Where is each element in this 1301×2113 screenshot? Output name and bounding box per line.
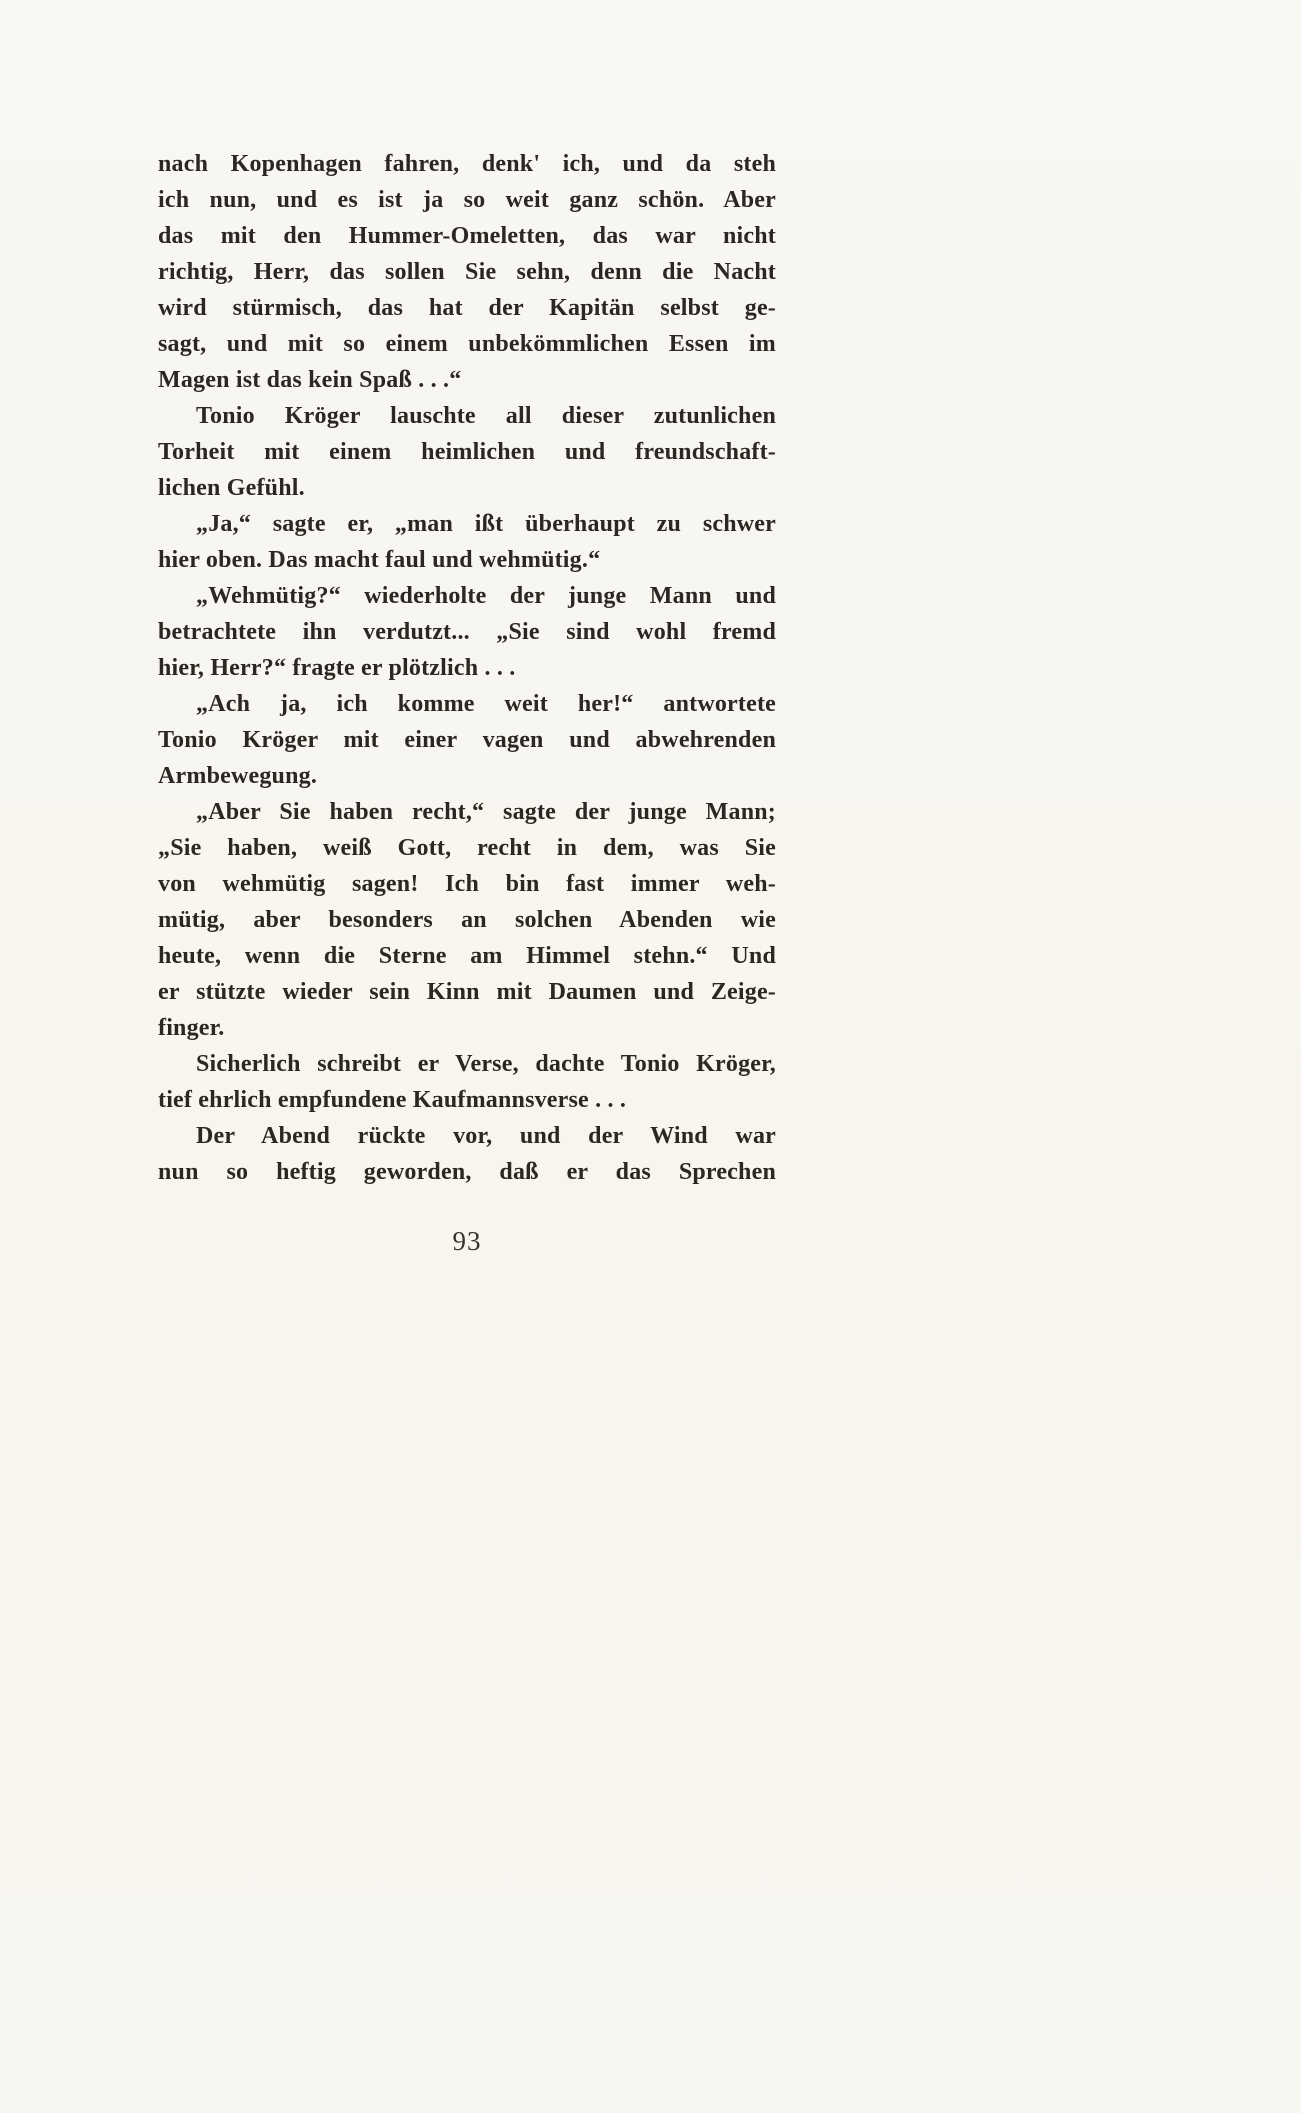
text-line: „Sie haben, weiß Gott, recht in dem, was Sie: [158, 835, 776, 861]
text-line: er stützte wieder sein Kinn mit Daumen und Zeige-: [158, 979, 776, 1005]
text-line: lichen Gefühl.: [158, 475, 305, 501]
text-line: mütig, aber besonders an solchen Abenden wie: [158, 907, 776, 933]
text-line: von wehmütig sagen! Ich bin fast immer weh-: [158, 871, 776, 897]
text-line: nach Kopenhagen fahren, denk' ich, und da steh: [158, 151, 776, 177]
text-line: wird stürmisch, das hat der Kapitän selbst ge-: [158, 295, 776, 321]
text-line: Armbewegung.: [158, 763, 318, 789]
text-line: „Ja,“ sagte er, „man ißt überhaupt zu schwer: [196, 511, 776, 537]
text-line: hier oben. Das macht faul und wehmütig.“: [158, 547, 601, 573]
text-line: tief ehrlich empfundene Kaufmannsverse . . .: [158, 1087, 627, 1113]
text-line: hier, Herr?“ fragte er plötzlich . . .: [158, 655, 516, 681]
paragraph: [158, 506, 776, 578]
text-line: „Aber Sie haben recht,“ sagte der junge Mann;: [196, 799, 776, 825]
text-line: Sicherlich schreibt er Verse, dachte Tonio Kröger,: [196, 1051, 776, 1077]
text-line: betrachtete ihn verdutzt... „Sie sind wohl fremd: [158, 619, 776, 645]
paragraph: [158, 398, 776, 506]
paragraph: [158, 1046, 776, 1118]
text-line: das mit den Hummer-Omeletten, das war nicht: [158, 223, 776, 249]
text-line: „Wehmütig?“ wiederholte der junge Mann und: [196, 583, 776, 609]
text-line: heute, wenn die Sterne am Himmel stehn.“ Und: [158, 943, 776, 969]
text-line: Torheit mit einem heimlichen und freundschaft-: [158, 439, 776, 465]
paragraph: [158, 686, 776, 794]
text-line: Magen ist das kein Spaß . . .“: [158, 367, 462, 393]
paragraph: [158, 794, 776, 1046]
paragraph: [158, 146, 776, 398]
paragraph: [158, 578, 776, 686]
text-block: [158, 146, 776, 1190]
text-line: richtig, Herr, das sollen Sie sehn, denn die Nacht: [158, 259, 776, 285]
text-line: Der Abend rückte vor, und der Wind war: [196, 1123, 776, 1149]
text-line: nun so heftig geworden, daß er das Sprechen: [158, 1159, 776, 1185]
text-line: ich nun, und es ist ja so weit ganz schön. Aber: [158, 187, 776, 213]
text-line: „Ach ja, ich komme weit her!“ antwortete: [196, 691, 776, 717]
text-line: Tonio Kröger mit einer vagen und abwehrenden: [158, 727, 776, 753]
text-line: Tonio Kröger lauschte all dieser zutunlichen: [196, 403, 776, 429]
page-number: 93: [452, 1226, 482, 1256]
text-line: finger.: [158, 1015, 225, 1041]
paragraph: [158, 1118, 776, 1190]
text-line: sagt, und mit so einem unbekömmlichen Essen im: [158, 331, 776, 357]
